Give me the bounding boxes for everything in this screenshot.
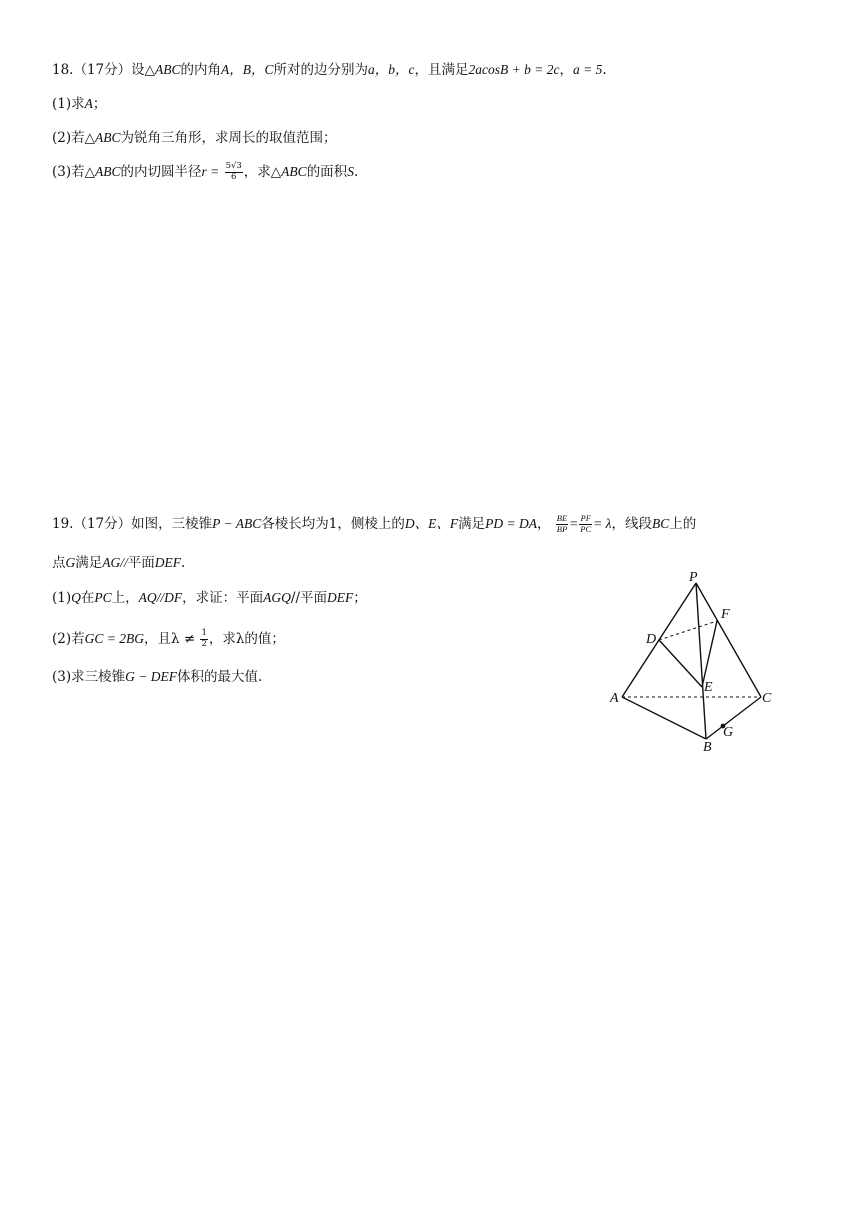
label-c: C [762, 691, 772, 706]
segment-de [659, 640, 702, 687]
q18-part-1 [52, 97, 106, 112]
q18-separator: ， [559, 62, 574, 78]
q18-triangle: △ABC [144, 62, 181, 77]
q19-p1-e: //平面 [290, 590, 327, 606]
q18-p1-label: (1)求 [52, 96, 85, 112]
q19-p1-d: ，求证：平面 [182, 590, 264, 606]
q18-header: 18.（17分）设 [52, 62, 145, 78]
q18-p3-text: 的内切圆半径 [120, 163, 202, 180]
edge-bc [706, 697, 761, 739]
q19-p2-equation: GC = 2BG [84, 630, 144, 646]
pyramid-figure [604, 566, 784, 756]
q18-header-c: 所对的边分别为 [273, 62, 369, 78]
q18-p3-numerator: 5√3 [225, 161, 242, 171]
q19-line2-end: . [181, 555, 186, 571]
q19-fraction-be-bp [556, 514, 568, 535]
q19-equation-1: PD = DA [485, 515, 537, 531]
q18-p2-label: (2)若 [52, 130, 85, 146]
q19-p1-def: DEF [327, 590, 354, 605]
q19-lambda: = λ [593, 515, 612, 531]
edge-pb [696, 583, 706, 739]
q19-equals: = [569, 515, 579, 531]
q18-p3-fraction [225, 162, 243, 183]
q19-bc: BC [652, 515, 670, 531]
label-f: F [721, 607, 730, 622]
q18-p3-r: r = [201, 163, 220, 179]
q19-p1-c: 上， [111, 590, 139, 606]
q19-p1-agq: AGQ [263, 590, 291, 605]
q18-p3-text-d: 的面积 [306, 163, 348, 180]
q18-part-3 [52, 162, 358, 183]
q19-p3-label: (3)求三棱锥 [52, 669, 126, 685]
q19-separator: ， [536, 515, 551, 532]
q18-sides: a，b，c [368, 62, 415, 77]
q19-header-d: ，线段 [611, 515, 653, 532]
q18-p1-end: ； [92, 96, 107, 112]
q19-f1-numerator: BE [556, 513, 568, 523]
q18-line-1 [52, 63, 607, 78]
q19-p2-fraction [200, 629, 207, 650]
label-a: A [610, 691, 619, 706]
q18-header-b: 的内角 [180, 62, 222, 78]
q18-header-d: ，且满足 [414, 62, 469, 78]
q19-p1-aq: AQ//DF [138, 590, 183, 605]
q19-ag: AG// [102, 555, 128, 570]
q18-p3-label: (3)若 [52, 163, 85, 180]
q18-p1-var: A [84, 96, 93, 111]
q19-p2-b: ，且λ ≠ [143, 630, 196, 647]
q19-p2-c: ，求λ的值； [208, 630, 285, 647]
label-p: P [689, 570, 698, 585]
q19-line2-a: 点 [52, 555, 66, 571]
label-g: G [723, 725, 734, 740]
q19-p1-pc: PC [94, 590, 112, 605]
q19-p3-b: 体积的最大值. [176, 669, 263, 685]
q19-header-c: 满足 [458, 515, 486, 532]
q19-f2-numerator: PF [580, 513, 591, 523]
q19-f1-denominator: BP [556, 523, 568, 534]
q19-header-b: 各棱长均为1，侧棱上的 [261, 515, 405, 532]
q19-p2-denominator: 2 [201, 638, 207, 649]
q18-p3-triangle-2: △ABC [270, 163, 307, 179]
q19-line-2 [52, 556, 185, 571]
q19-line-1 [52, 514, 696, 535]
q19-p1-end: ； [353, 590, 367, 606]
q19-p3-pyramid: G − DEF [125, 669, 177, 684]
q19-f2-denominator: PC [580, 523, 592, 534]
q19-pyramid: P − ABC [212, 515, 262, 531]
q19-p1-b: 在 [80, 590, 95, 606]
q19-fraction-pf-pc [579, 514, 592, 535]
q19-header: 19.（17分）如图，三棱锥 [52, 515, 213, 532]
q19-line2-b: 满足 [75, 555, 103, 571]
q18-p3-end: . [353, 163, 359, 180]
label-d: D [646, 632, 657, 647]
q18-p3-denominator: 6 [230, 171, 237, 182]
q18-angles: A，B，C [221, 62, 274, 77]
q19-p2-label: (2)若 [52, 630, 85, 647]
q19-p1-label: (1) [52, 590, 72, 606]
q19-p1-q: Q [71, 590, 81, 605]
q19-part-2 [52, 629, 285, 650]
q19-line2-c: 平面 [127, 555, 155, 571]
q18-p3-s: S [347, 163, 354, 179]
q18-part-2 [52, 131, 337, 146]
q18-equation-1: 2acosB + b = 2c [468, 62, 560, 77]
q19-part-3 [52, 670, 262, 685]
q19-p2-numerator: 1 [201, 628, 207, 638]
q18-end: . [602, 62, 607, 78]
edge-ab [622, 697, 706, 739]
q19-def: DEF [154, 555, 181, 570]
q18-equation-2: a = 5 [573, 62, 603, 77]
q19-points: D、E、F [404, 515, 459, 531]
label-e: E [704, 680, 713, 695]
q18-p3-text-c: ，求 [243, 163, 271, 180]
segment-df-hidden [659, 621, 717, 640]
segment-ef [702, 621, 717, 687]
q18-p2-triangle: △ABC [84, 130, 121, 145]
q19-part-1 [52, 591, 367, 606]
label-b: B [703, 740, 712, 755]
q19-header-e: 上的 [669, 515, 697, 532]
q19-g: G [65, 555, 76, 570]
q18-p3-triangle: △ABC [84, 163, 121, 179]
q18-p2-text: 为锐角三角形，求周长的取值范围； [120, 130, 337, 146]
